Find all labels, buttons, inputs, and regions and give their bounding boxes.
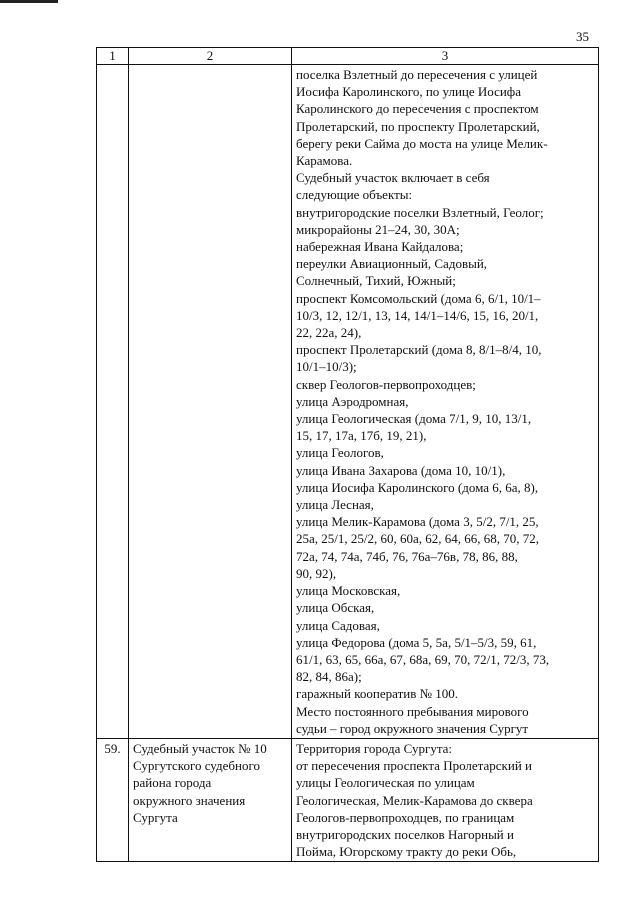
description-line: улица Аэродромная, — [296, 393, 409, 409]
table-row — [97, 65, 599, 739]
description-line: микрорайоны 21–24, 30, 30А; — [296, 221, 460, 237]
description-line: улица Московская, — [296, 583, 401, 599]
description-line: Геологов-первопроходцев, по границам — [296, 809, 515, 825]
header-col-1: 1 — [97, 48, 129, 65]
scan-edge-mark — [0, 0, 58, 3]
district-name-line: Сургута — [133, 809, 178, 825]
description-line: улицы Геологическая по улицам — [296, 775, 475, 791]
description-line: 82, 84, 86а); — [296, 669, 362, 685]
header-col-3: 3 — [292, 48, 599, 65]
description-line: Геологическая, Мелик-Карамова до сквера — [296, 792, 533, 808]
description-line: 22, 22а, 24), — [296, 325, 362, 341]
description-line: 90, 92), — [296, 565, 337, 581]
row-number — [97, 65, 129, 739]
description-line: Пролетарский, по проспекту Пролетарский, — [296, 118, 540, 134]
description-line: улица Мелик-Карамова (дома 3, 5/2, 7/1, 25, — [296, 514, 539, 530]
district-name-line: района города — [133, 775, 212, 791]
description-line: улица Обская, — [296, 600, 375, 616]
row-number: 59. — [97, 738, 129, 861]
description-line: Место постоянного пребывания мирового — [296, 703, 529, 719]
description-line: переулки Авиационный, Садовый, — [296, 256, 488, 272]
description-line: улица Федорова (дома 5, 5а, 5/1–5/3, 59, 61, — [296, 634, 537, 650]
description-line: Территория города Сургута: — [296, 740, 453, 756]
description-line: проспект Пролетарский (дома 8, 8/1–8/4, 10, — [296, 342, 542, 358]
description-line: набережная Ивана Кайдалова; — [296, 239, 464, 255]
territory-description-cell — [292, 65, 599, 739]
description-line: судьи – город окружного значения Сургут — [296, 720, 529, 736]
description-line: от пересечения проспекта Пролетарский и — [296, 758, 532, 774]
district-name-line: окружного значения — [133, 792, 246, 808]
description-line: 15, 17, 17а, 17б, 19, 21), — [296, 428, 427, 444]
description-line: улица Лесная, — [296, 497, 374, 513]
description-line: Каролинского до пересечения с проспектом — [296, 101, 539, 117]
description-line: внутригородских поселков Нагорный и — [296, 826, 514, 842]
description-line: сквер Геологов-первопроходцев; — [296, 376, 476, 392]
header-row — [97, 48, 599, 65]
description-line: улица Садовая, — [296, 617, 380, 633]
description-line: 10/3, 12, 12/1, 13, 14, 14/1–14/6, 15, 16, 20/1, — [296, 307, 539, 323]
description-line: Солнечный, Тихий, Южный; — [296, 273, 456, 289]
description-line: поселка Взлетный до пересечения с улицей — [296, 67, 538, 82]
description-line: берегу реки Сайма до моста на улице Мелик- — [296, 135, 548, 151]
district-name-line: Судебный участок № 10 — [133, 740, 267, 756]
court-districts-table — [96, 47, 599, 862]
description-line: улица Геологическая (дома 7/1, 9, 10, 13/1, — [296, 411, 532, 427]
territory-description-cell — [292, 738, 599, 861]
description-line: внутригородские поселки Взлетный, Геолог; — [296, 204, 544, 220]
table-row — [97, 738, 599, 861]
description-line: 10/1–10/3); — [296, 359, 357, 375]
description-line: 72а, 74, 74а, 74б, 76, 76а–76в, 78, 86, 88, — [296, 548, 518, 564]
description-line: улица Геологов, — [296, 445, 384, 461]
description-line: улица Ивана Захарова (дома 10, 10/1), — [296, 462, 506, 478]
description-line: Пойма, Югорскому тракту до реки Обь, — [296, 844, 517, 860]
description-line: 25а, 25/1, 25/2, 60, 60а, 62, 64, 66, 68, 70, 72, — [296, 531, 540, 547]
district-name-line: Сургутского судебного — [133, 758, 260, 774]
description-line: Судебный участок включает в себя — [296, 170, 490, 186]
description-line: следующие объекты: — [296, 187, 413, 203]
description-line: улица Иосифа Каролинского (дома 6, 6а, 8), — [296, 479, 539, 495]
description-line: 61/1, 63, 65, 66а, 67, 68а, 69, 70, 72/1, 72/3, 73, — [296, 651, 550, 667]
header-col-2: 2 — [129, 48, 292, 65]
description-line: гаражный кооператив № 100. — [296, 686, 458, 702]
page-number: 35 — [576, 29, 589, 44]
description-line: Карамова. — [296, 153, 353, 169]
description-line: проспект Комсомольский (дома 6, 6/1, 10/1– — [296, 290, 541, 306]
district-name-cell — [129, 65, 292, 739]
district-name-cell — [129, 738, 292, 861]
description-line: Иосифа Каролинского, по улице Иосифа — [296, 84, 522, 100]
